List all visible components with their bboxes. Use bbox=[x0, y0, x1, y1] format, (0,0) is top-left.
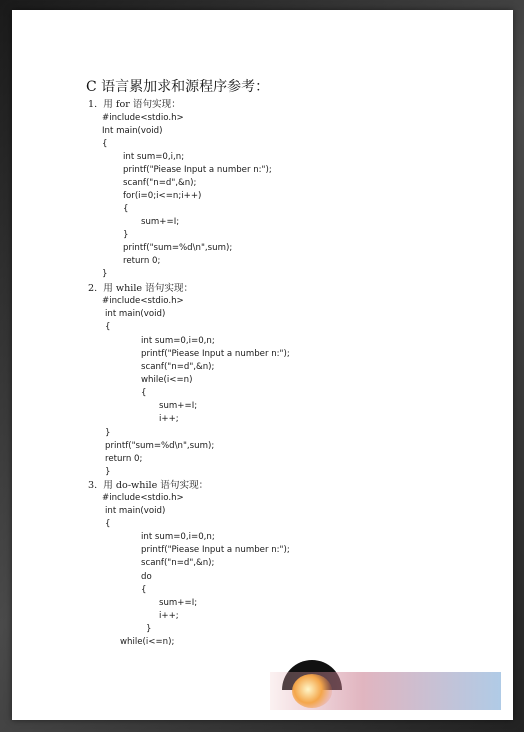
code-line: scanf("n=d",&n); bbox=[123, 178, 197, 188]
flame-icon bbox=[292, 674, 332, 708]
watermark-logo bbox=[270, 672, 501, 710]
code-line: { bbox=[105, 322, 111, 332]
code-line: printf("sum=%d\n",sum); bbox=[105, 441, 215, 451]
code-line: Int main(void) bbox=[102, 126, 163, 136]
section-heading: 3. 用 do-while 语句实现： bbox=[88, 480, 209, 491]
code-line: { bbox=[102, 139, 108, 149]
code-line: while(i<=n); bbox=[120, 637, 175, 647]
code-line: do bbox=[141, 572, 152, 582]
code-line: { bbox=[105, 519, 111, 529]
code-line: scanf("n=d",&n); bbox=[141, 558, 215, 568]
code-line: { bbox=[141, 585, 147, 595]
code-line: } bbox=[146, 624, 152, 634]
code-line: printf("sum=%d\n",sum); bbox=[123, 243, 233, 253]
code-line: printf("Piease Input a number n:"); bbox=[141, 545, 290, 555]
code-line: printf("Piease Input a number n:"); bbox=[141, 349, 290, 359]
code-line: int sum=0,i,n; bbox=[123, 152, 185, 162]
section-heading: 2. 用 while 语句实现： bbox=[88, 283, 194, 294]
code-line: #include<stdio.h> bbox=[102, 296, 184, 306]
section-heading: 1. 用 for 语句实现： bbox=[88, 99, 181, 110]
code-line: return 0; bbox=[123, 256, 161, 266]
code-line: sum+=I; bbox=[141, 217, 180, 227]
code-line: } bbox=[123, 230, 129, 240]
code-line: } bbox=[105, 428, 111, 438]
code-line: scanf("n=d",&n); bbox=[141, 362, 215, 372]
code-line: } bbox=[105, 467, 111, 477]
code-line: while(i<=n) bbox=[141, 375, 193, 385]
code-line: int sum=0,i=0,n; bbox=[141, 336, 215, 346]
code-line: for(i=0;i<=n;i++) bbox=[123, 191, 202, 201]
code-line: printf("Piease Input a number n:"); bbox=[123, 165, 272, 175]
code-line: i++; bbox=[159, 414, 179, 424]
code-line: int sum=0,i=0,n; bbox=[141, 532, 215, 542]
document-page bbox=[12, 10, 513, 720]
code-line: } bbox=[102, 269, 108, 279]
code-line: #include<stdio.h> bbox=[102, 493, 184, 503]
code-line: sum+=I; bbox=[159, 401, 198, 411]
code-line: { bbox=[123, 204, 129, 214]
code-line: i++; bbox=[159, 611, 179, 621]
code-line: int main(void) bbox=[105, 506, 166, 516]
code-line: sum+=I; bbox=[159, 598, 198, 608]
code-line: { bbox=[141, 388, 147, 398]
code-line: #include<stdio.h> bbox=[102, 113, 184, 123]
document-title: C 语言累加求和源程序参考： bbox=[86, 79, 270, 95]
code-line: return 0; bbox=[105, 454, 143, 464]
code-line: int main(void) bbox=[105, 309, 166, 319]
